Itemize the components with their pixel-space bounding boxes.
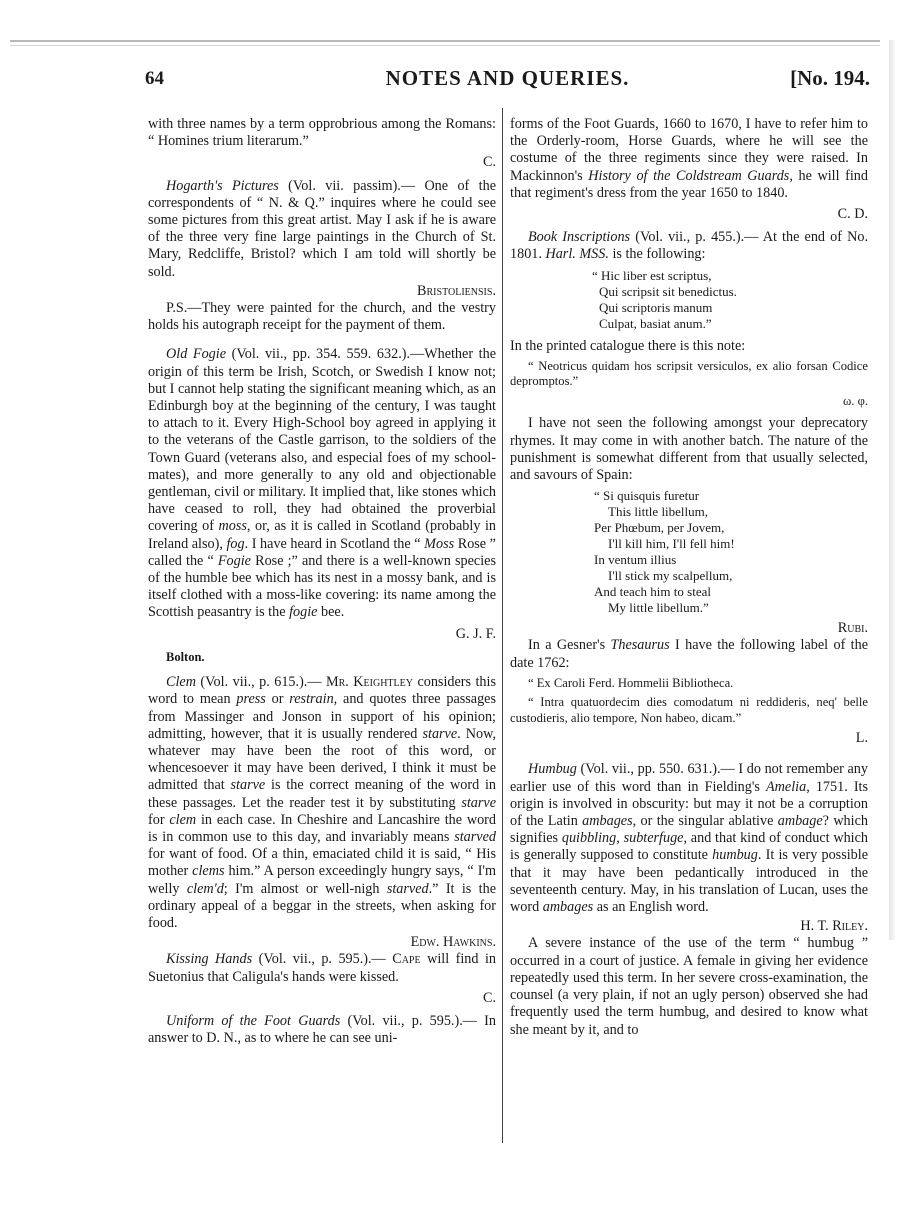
continuation-paragraph: with three names by a term opprobrious among the Romans: “ Homines trium literarum.” <box>148 116 496 150</box>
article-title: Uniform of the Foot Guards <box>166 1012 341 1029</box>
column-divider <box>502 108 503 1143</box>
verse-line: This little libellum, <box>608 504 709 520</box>
top-rule <box>10 40 880 42</box>
postscript: P.S.—They were painted for the church, and the vestry holds his autograph receipt for the payment of them. <box>148 300 496 334</box>
article-clem: Clem (Vol. vii., p. 615.).— Mr. Keightley considers this word to mean press or restrain, and quotes three passages from Massinger and Jonson in support of his opinion; admitting, however, that it is usually rendered starve. Now, whatever may have been the root of this word, or whencesoever it may have been derived, I think it must be admitted that starve is the correct meaning of the word in these passages. Let the reader test it by substituting starve for clem in each case. In Cheshire and Lancashire the word is in common use to this day, and invariably means starved for want of food. Of a thin, emaciated child it is said, “ His mother clems him.” A person exceedingly hungry says, “ I'm welly clem'd; I'm almost or well-nigh starved.” It is the ordinary appeal of a beggar in the streets, when asking for food. <box>148 674 497 931</box>
gesner-label-intro: In a Gesner's Thesaurus I have the following label of the date 1762: <box>510 637 868 671</box>
signature: ω. φ. <box>842 393 868 408</box>
signature: Edw. Hawkins. <box>410 934 496 951</box>
signature: C. <box>482 989 496 1006</box>
page-edge-shadow <box>889 40 895 940</box>
left-column <box>148 116 496 1051</box>
verse-line: “ Hic liber est scriptus, <box>592 267 712 283</box>
gesner-label-line: “ Ex Caroli Ferd. Hommelii Bibliotheca. <box>528 675 734 690</box>
top-rule-secondary <box>10 45 880 46</box>
catalogue-quote: “ Neotricus quidam hos scripsit versiculos, ex alio forsan Codice depromptos.” <box>510 358 868 389</box>
verse-line: Qui scriptoris manum <box>599 299 713 315</box>
verse-inscription <box>592 268 868 332</box>
verse-line: Culpat, basiat anum.” <box>599 315 712 331</box>
running-title: NOTES AND QUERIES. <box>385 66 630 90</box>
verse-line: And teach him to steal <box>594 584 711 600</box>
article-uniform: Uniform of the Foot Guards (Vol. vii., p. 595.).— In answer to D. N., as to where he can see uni- <box>148 1012 496 1047</box>
article-title: Book Inscriptions <box>528 229 631 246</box>
article-hogarth: Hogarth's Pictures (Vol. vii. passim).— One of the correspondents of “ N. & Q.” inquires where he could see some pictures from this great artist. May I ask if he is aware of the three very fine large paintings in the Church of St. Mary, Redcliffe, Bristol? which I am told will shortly be sold. <box>148 177 496 280</box>
verse-line: My little libellum.” <box>608 600 709 616</box>
verse-line: I'll stick my scalpellum, <box>608 568 733 584</box>
article-title: Old Fogie <box>166 346 226 363</box>
verse-line: Per Phœbum, per Jovem, <box>594 520 725 536</box>
verse-line: In ventum illius <box>594 552 677 568</box>
article-kissing-hands: Kissing Hands (Vol. vii., p. 595.).— Cape will find in Suetonius that Caligula's hands were kissed. <box>148 951 496 985</box>
article-title: Humbug <box>528 761 577 778</box>
signature: H. T. Riley. <box>800 918 868 935</box>
signature: C. <box>482 154 496 171</box>
article-book-inscriptions: Book Inscriptions (Vol. vii., p. 455.).— At the end of No. 1801. Harl. MSS. is the following: <box>510 229 868 263</box>
humbug-anecdote: A severe instance of the use of the term “ humbug ” occurred in a court of justice. A female in giving her evidence repeatedly used this term. In her severe cross-examination, the counsel (a very plain, if not an ugly person) observed she had frequently used the term humbug, and desired to know what she meant by it, and to <box>510 935 868 1038</box>
gesner-label-line: “ Intra quatuordecim dies comodatum ni reddideris, neq' belle custodieris, alio tempore, Non habeo, dicam.” <box>510 695 868 725</box>
article-title: Hogarth's Pictures <box>166 177 279 194</box>
verse-line: “ Si quisquis furetur <box>594 488 700 504</box>
issue-number: [No. 194. <box>790 66 870 90</box>
signature: G. J. F. <box>455 625 496 642</box>
signature: Bristoliensis. <box>417 282 496 299</box>
deprecatory-rhymes: I have not seen the following amongst your deprecatory rhymes. It may come in with another batch. The nature of the punishment is somewhat different from that usually selected, and savours of Spain: <box>510 415 868 483</box>
page-header <box>145 60 870 94</box>
article-old-fogie: Old Fogie (Vol. vii., pp. 354. 559. 632.).—Whether the origin of this term be Irish, Scotch, or Swedish I know not; but I cannot help stating the significant meaning which, as an Edinburgh boy at the beginning of the century, I was taught to attach to it. Every High-School boy agreed in applying it to the veterans of the Castle garrison, to the soldiers of the Town Guard (veterans also, and especial foes of my school-mates), and more generally to any old and objectionable gentleman, civil or military. It implied that, like stones which have ceased to roll, they had obtained the proverbial covering of moss, or, as it is called in Scotland (probably in Ireland also), fog. I have heard in Scotland the “ Moss Rose ” called the “ Fogie Rose ;” and there is a well-known species of the humble bee which has its nest in a mossy bank, and is itself clothed with a moss-like covering: its name among the Scottish peasantry is the fogie bee. <box>148 346 496 621</box>
verse-line: Qui scripsit sit benedictus. <box>599 283 737 299</box>
article-humbug: Humbug (Vol. vii., pp. 550. 631.).— I do not remember any earlier use of this word than in Fielding's Amelia, 1751. Its origin is involved in obscurity: but may it not be a corruption of the Latin ambages, or the singular ablative ambage? which signifies quibbling, subterfuge, and that kind of conduct which is generally supposed to constitute humbug. It is very possible that it may have been pedantically introduced in the seventeenth century. May, in his translation of Lucan, uses the word ambages as an English word. <box>510 761 869 916</box>
right-column <box>510 116 868 1043</box>
continuation-paragraph: forms of the Foot Guards, 1660 to 1670, I have to refer him to the Orderly-room, Horse Guards, where he will see the costume of the three regiments since they were raised. In Mackinnon's History of the Coldstream Guards, he will find that regiment's dress from the year 1650 to 1840. <box>510 116 868 201</box>
signature: L. <box>855 730 868 747</box>
place-name: Bolton. <box>166 649 205 664</box>
verse-libellum <box>594 488 868 616</box>
catalogue-note: In the printed catalogue there is this note: <box>510 337 746 354</box>
signature: C. D. <box>837 206 868 223</box>
page-number: 64 <box>145 68 164 89</box>
signature: Rubi. <box>837 620 868 637</box>
article-title: Clem <box>166 674 196 691</box>
article-title: Kissing Hands <box>166 951 253 968</box>
verse-line: I'll kill him, I'll fell him! <box>608 536 735 552</box>
